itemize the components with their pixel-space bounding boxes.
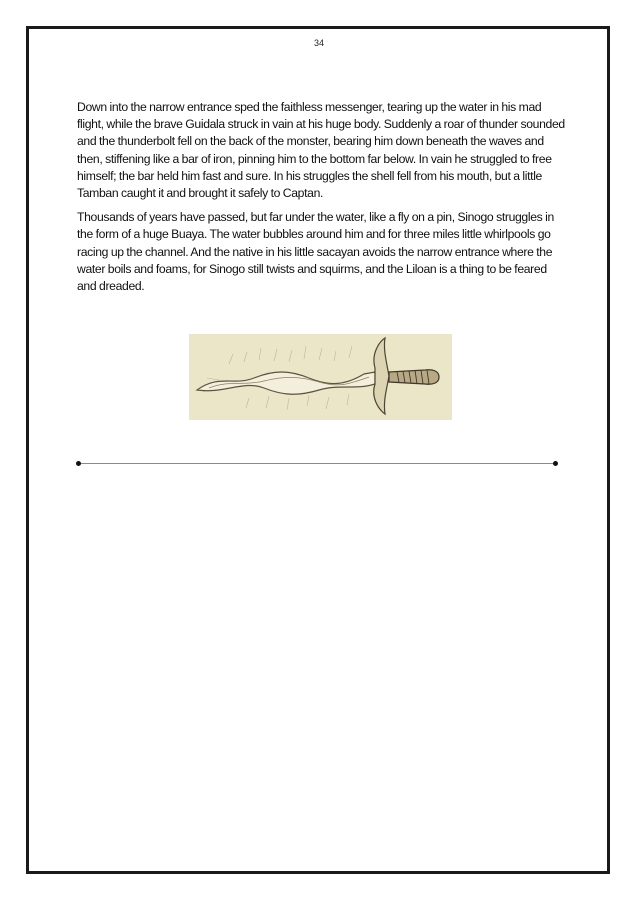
kris-illustration <box>189 334 452 420</box>
paragraph: Thousands of years have passed, but far under the water, like a fly on a pin, Sinogo struggles in the form of a huge Buaya. The water bubbles around him and for three miles little whirlpools go racing up the channel. And the native in his little sacayan avoids the narrow entrance where the water boils and foams, for Sinogo still twists and squirms, and the Liloan is a thing to be feared and dreaded. <box>77 210 554 294</box>
page-number: 34 <box>313 38 324 48</box>
paragraph: Down into the narrow entrance sped the faithless messenger, tearing up the water in his mad flight, while the brave Guidala struck in vain at his huge body. Suddenly a roar of thunder sounded and the thunderbolt fell on the back of the monster, bearing him down beneath the waves and then, stiffening like a bar of iron, pinning him to the bottom far below. In vain he struggled to free himself; the bar held him fast and sure. In his struggles the shell fell from his mouth, but a little Tamban caught it and brought it safely to Captan. <box>77 100 565 201</box>
story-text <box>77 99 565 302</box>
kris-sword-drawing <box>189 334 452 420</box>
divider-end-dot <box>76 461 81 466</box>
divider-end-dot <box>553 461 558 466</box>
section-divider <box>78 463 556 464</box>
kris-guard <box>374 338 389 414</box>
kris-handle <box>389 370 439 384</box>
